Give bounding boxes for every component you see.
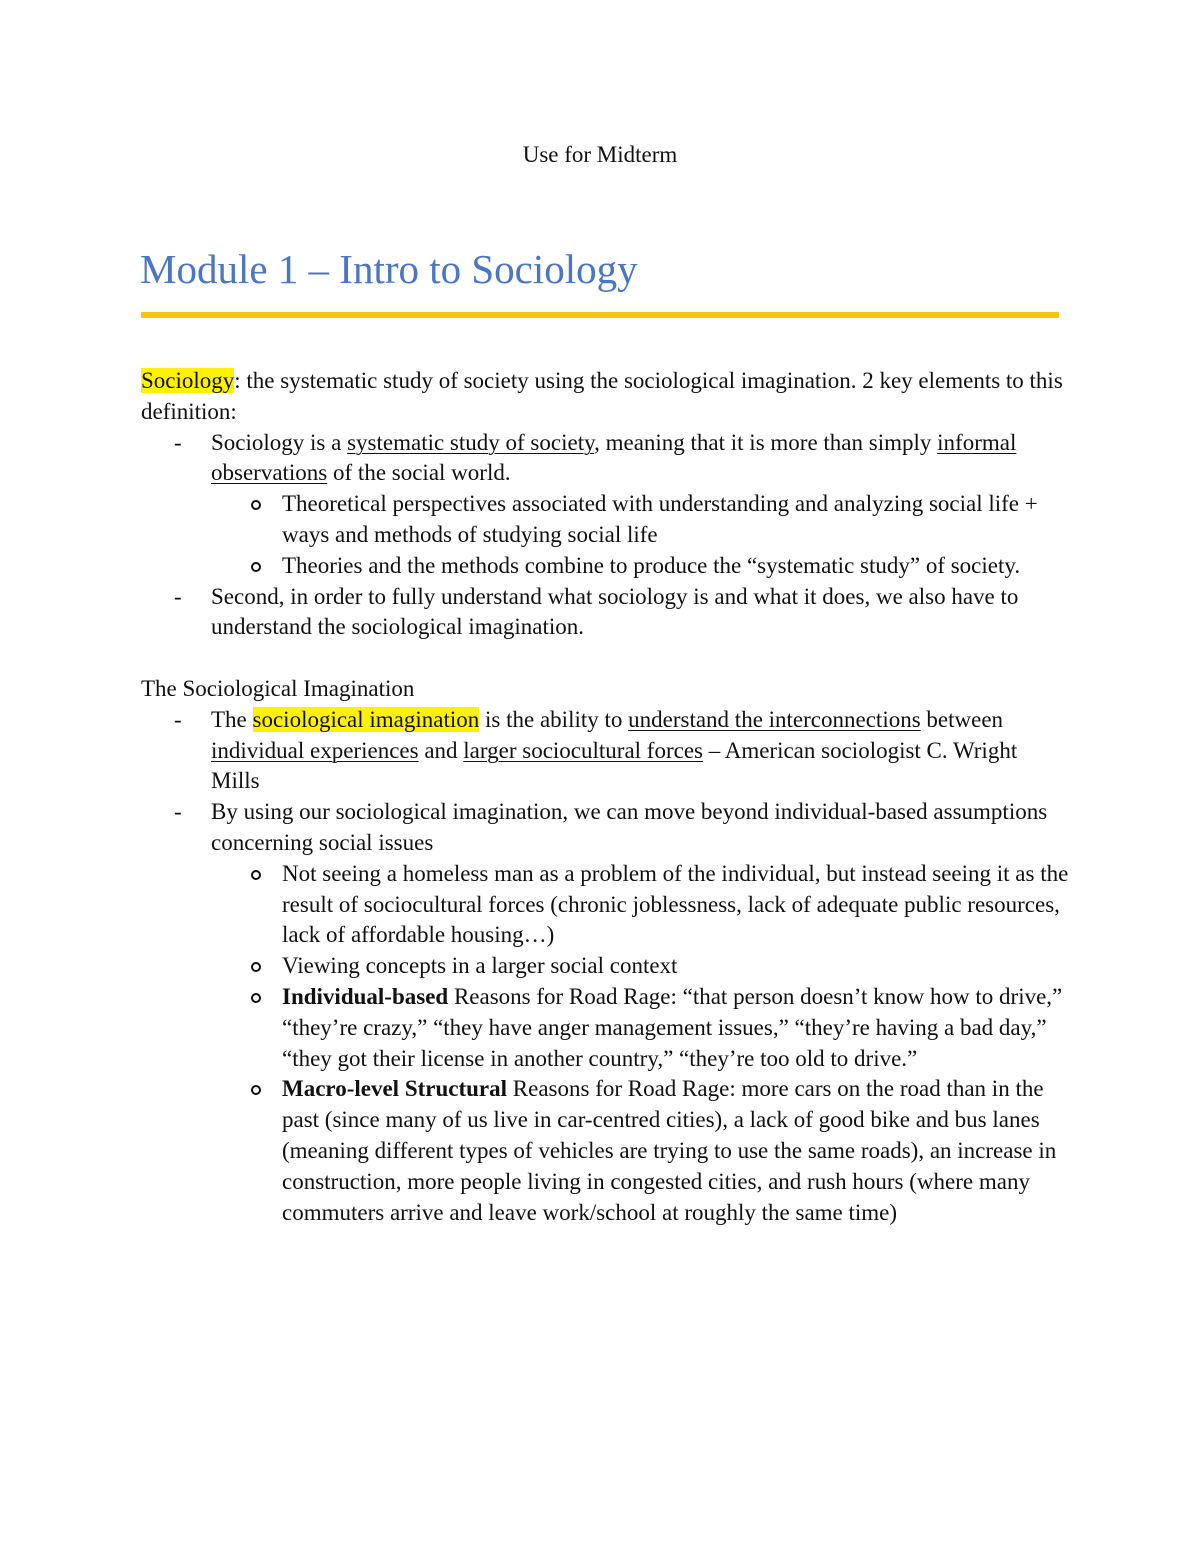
list-item [141, 428, 1071, 490]
list-text: , meaning that it is more than simply [594, 429, 938, 455]
sub-list-item [141, 489, 1071, 551]
title-rule [141, 312, 1059, 318]
circle-bullet-icon [251, 500, 261, 510]
underlined-phrase: larger sociocultural forces [463, 737, 703, 763]
header-note: Use for Midterm [522, 142, 678, 167]
list-item [141, 797, 1071, 859]
circle-bullet-icon [251, 1085, 261, 1095]
sub-list-text: Theories and the methods combine to produce the “systematic study” of society. [282, 552, 1021, 578]
list-text: The [211, 706, 253, 732]
sub-list-text: Viewing concepts in a larger social context [282, 953, 678, 979]
underlined-phrase: informal observations [211, 429, 1017, 486]
sub-list-text: Reasons for Road Rage: “that person doesn’t know how to drive,” “they’re crazy,” “they have anger management issues,” “they’re having a bad day,” “they got their license in another country,” “they’re too old to drive.” [282, 983, 1063, 1071]
dash-bullet: - [174, 583, 182, 609]
intro-definition: : the systematic study of society using the sociological imagination. 2 key elements to this definition: [141, 368, 1063, 424]
list-item [141, 705, 1071, 797]
list-item [141, 582, 1071, 644]
sub-list-item [141, 1074, 1071, 1228]
list-text: Second, in order to fully understand what sociology is and what it does, we also have to understand the sociological imagination. [211, 583, 1019, 640]
list-text: and [418, 737, 464, 763]
underlined-phrase: understand the interconnections [628, 706, 921, 732]
sub-list-text: Theoretical perspectives associated with understanding and analyzing social life + ways and methods of studying social life [282, 491, 1038, 547]
bold-term: Macro-level Structural [282, 1076, 508, 1102]
highlighted-term: Sociology [141, 368, 235, 393]
circle-bullet-icon [251, 870, 261, 880]
section-heading: The Sociological Imagination [141, 675, 415, 701]
dash-bullet: - [174, 799, 182, 825]
dash-bullet: - [174, 706, 182, 732]
list-text: By using our sociological imagination, we can move beyond individual-based assumptions concerning social issues [211, 799, 1048, 855]
list-text: Sociology is a [211, 429, 348, 455]
underlined-phrase: systematic study of society [347, 429, 595, 455]
sub-list-item [141, 859, 1071, 951]
dash-bullet: - [174, 429, 182, 455]
circle-bullet-icon [251, 993, 261, 1003]
list-text: is the ability to [479, 706, 629, 732]
sub-list-item [141, 982, 1071, 1074]
list-text: between [920, 706, 1004, 732]
sub-list-text: Reasons for Road Rage: more cars on the road than in the past (since many of us live in car-centred cities), a lack of good bike and bus lanes (meaning different types of vehicles are trying to use the same roads), an increase in construction, more people living in congested cities, and rush hours (where many commuters arrive and leave work/school at roughly the same time) [282, 1076, 1057, 1225]
underlined-phrase: individual experiences [211, 737, 419, 763]
module-title: Module 1 – Intro to Sociology [140, 246, 638, 292]
sub-list-item [141, 951, 1071, 982]
circle-bullet-icon [251, 562, 261, 572]
list-text: – American sociologist C. Wright Mills [211, 737, 1018, 794]
intro-paragraph [141, 366, 1071, 428]
document-body [141, 366, 1071, 1228]
list-text: of the social world. [327, 460, 511, 486]
circle-bullet-icon [251, 962, 261, 972]
sub-list-item [141, 551, 1071, 582]
highlighted-term: sociological imagination [252, 706, 480, 732]
bold-term: Individual-based [282, 983, 449, 1009]
sub-list-text: Not seeing a homeless man as a problem of the individual, but instead seeing it as the result of sociocultural forces (chronic joblessness, lack of adequate public resources, lack of affordable housing…) [282, 860, 1069, 948]
